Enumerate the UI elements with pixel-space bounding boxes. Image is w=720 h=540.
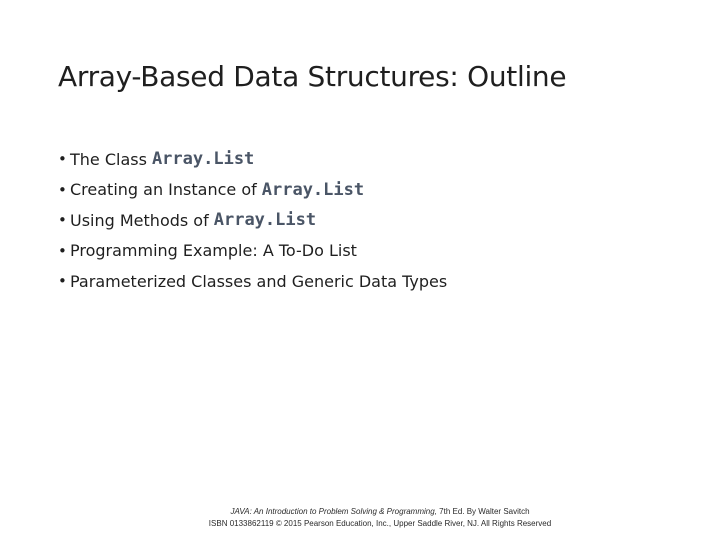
- bullet-marker: •: [58, 180, 67, 199]
- bullet-marker: •: [58, 272, 67, 291]
- bullet-text: Programming Example: A To-Do List: [70, 241, 357, 261]
- bullet-text: Parameterized Classes and Generic Data Types: [70, 271, 448, 291]
- bullet-item-using-methods: [58, 205, 447, 236]
- bullet-item-programming-example: [58, 236, 447, 267]
- bullet-marker: •: [58, 211, 67, 230]
- bullet-marker: •: [58, 150, 67, 169]
- bullet-item-class-arraylist: [58, 144, 447, 175]
- bullet-text: Using Methods of: [70, 210, 209, 230]
- bullet-code: Array.List: [213, 210, 317, 231]
- footer-citation: [20, 507, 720, 516]
- footer-edition-author: 7th Ed. By Walter Savitch: [436, 507, 530, 516]
- bullet-text: The Class: [70, 149, 147, 169]
- footer-copyright: ISBN 0133862119 © 2015 Pearson Education, Inc., Upper Saddle River, NJ. All Rights Reserved: [208, 519, 552, 528]
- bullet-item-creating-instance: [58, 175, 447, 206]
- bullet-code: Array.List: [261, 179, 365, 200]
- bullet-text: Creating an Instance of: [70, 180, 257, 200]
- slide-title: Array-Based Data Structures: Outline: [58, 60, 567, 93]
- bullet-item-parameterized-classes: [58, 266, 447, 297]
- bullet-code: Array.List: [151, 149, 255, 170]
- bullet-list: [58, 144, 447, 297]
- footer-book-title: JAVA: An Introduction to Problem Solving & Programming,: [230, 507, 437, 516]
- bullet-marker: •: [58, 241, 67, 260]
